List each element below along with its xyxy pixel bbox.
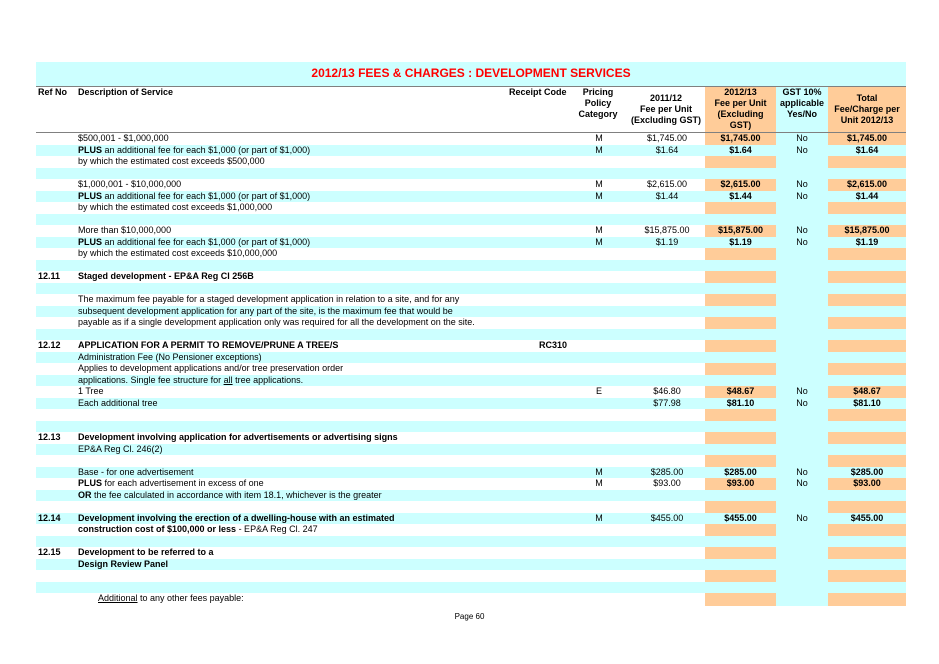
description-part: to any other fees payable: [137, 593, 244, 603]
table-row [36, 260, 906, 271]
table-row [36, 547, 906, 558]
pricing-category: M [595, 190, 603, 201]
table-row [36, 467, 906, 478]
table-row [36, 202, 906, 213]
description-part: PLUS [78, 144, 103, 155]
description-part: Base - for one advertisement [78, 466, 194, 477]
service-description [78, 294, 459, 305]
service-description [78, 559, 168, 570]
pricing-category: M [595, 478, 603, 488]
fee-2011-12: $46.80 [653, 386, 681, 396]
gst-applicable: No [796, 190, 808, 201]
service-description [78, 398, 158, 409]
total-fee: $1.64 [855, 144, 879, 155]
gst-applicable: No [796, 144, 808, 155]
table-row [36, 214, 906, 225]
table-row [36, 386, 906, 397]
service-description [78, 386, 104, 397]
service-description [78, 306, 453, 317]
header-ref-no: Ref No [38, 87, 67, 97]
table-row [36, 570, 906, 581]
table-row [36, 432, 906, 443]
fee-2012-13: $285.00 [724, 466, 757, 477]
fee-2011-12: $455.00 [650, 512, 684, 523]
header-pricing-category: Pricing Policy Category [578, 87, 618, 119]
ref-number: 12.11 [38, 271, 61, 281]
gst-applicable: No [796, 512, 808, 523]
fee-2011-12: $77.98 [653, 397, 681, 408]
table-row [36, 317, 906, 328]
table-row [36, 501, 906, 512]
table-row [36, 145, 906, 156]
service-description [78, 248, 277, 259]
table-row [36, 363, 906, 374]
service-description [78, 317, 475, 328]
table-row [36, 536, 906, 547]
table-row [36, 513, 906, 524]
service-description [78, 156, 265, 167]
description-part: 1 Tree [78, 386, 104, 396]
table-row [36, 283, 906, 294]
description-part: an additional fee for each $1,000 (or part of $1,000) [102, 236, 311, 247]
table-row [36, 593, 906, 604]
description-part: PLUS [78, 190, 103, 201]
description-part: subsequent development application for any part of the site, is the maximum fee that would be [78, 305, 453, 316]
fee-2011-12: $1.44 [655, 190, 679, 201]
description-part: for each advertisement in excess of one [102, 478, 264, 488]
description-part: Development to be referred to a [78, 547, 214, 557]
pricing-category: M [595, 512, 603, 523]
description-part: Additional [98, 593, 138, 603]
gst-applicable: No [796, 466, 808, 477]
service-description [78, 547, 214, 558]
description-part: APPLICATION FOR A PERMIT TO REMOVE/PRUNE A TREE/S [78, 340, 339, 350]
service-description [78, 490, 382, 501]
table-row [36, 156, 906, 167]
service-description [78, 444, 163, 455]
total-fee: $285.00 [850, 466, 884, 477]
fee-2012-13: $1,745.00 [720, 133, 761, 143]
service-description [78, 145, 310, 156]
pricing-category: M [595, 179, 603, 189]
description-part: $500,001 - $1,000,000 [78, 133, 169, 143]
table-row [36, 340, 906, 351]
description-part: Applies to development applications and/or tree preservation order [78, 363, 344, 373]
service-description [78, 179, 181, 190]
total-fee: $1.44 [855, 190, 879, 201]
description-part: all [223, 374, 233, 385]
header-fee-2011: 2011/12 Fee per Unit (Excluding GST) [630, 93, 701, 125]
page-number: Page 60 [454, 612, 485, 621]
fee-2012-13: $81.10 [726, 397, 755, 408]
service-description [78, 513, 395, 524]
fee-2011-12: $2,615.00 [646, 179, 688, 189]
total-fee: $455.00 [850, 512, 884, 523]
table-row [36, 524, 906, 535]
description-part: by which the estimated cost exceeds $1,000,000 [78, 202, 273, 212]
service-description [78, 340, 338, 351]
service-description [78, 467, 194, 478]
description-part: Administration Fee (No Pensioner exceptions) [78, 351, 262, 362]
table-row [36, 352, 906, 363]
service-description [78, 133, 169, 144]
description-part: PLUS [78, 478, 103, 488]
fee-2011-12: $15,875.00 [644, 225, 690, 235]
service-description [78, 478, 264, 489]
description-part: Each additional tree [78, 397, 158, 408]
ref-number: 12.12 [38, 340, 61, 350]
description-part: payable as if a single development application only was required for all the development on the site. [78, 317, 475, 327]
total-fee: $15,875.00 [844, 225, 890, 235]
service-description [78, 432, 398, 443]
description-part: The maximum fee payable for a staged development application in relation to a site, and for any [78, 294, 460, 304]
header-description: Description of Service [78, 87, 174, 97]
table-row [36, 375, 906, 386]
table-row [36, 559, 906, 570]
service-description [78, 363, 343, 374]
description-part: construction cost of $100,000 or less [78, 524, 237, 534]
header-total: Total Fee/Charge per Unit 2012/13 [834, 93, 900, 125]
total-fee: $2,615.00 [846, 179, 888, 189]
table-row [36, 179, 906, 190]
fee-2012-13: $1.64 [729, 144, 752, 155]
pricing-category: M [595, 225, 603, 235]
table-row [36, 191, 906, 202]
description-part: Design Review Panel [78, 558, 169, 569]
table-row [36, 329, 906, 340]
receipt-code: RC310 [539, 340, 568, 350]
service-description [78, 225, 171, 236]
page-title: 2012/13 FEES & CHARGES : DEVELOPMENT SERVICES [311, 66, 631, 80]
table-row [36, 168, 906, 179]
table-row [36, 133, 906, 144]
pricing-category: M [595, 133, 603, 143]
gst-applicable: No [796, 225, 808, 235]
description-part: PLUS [78, 236, 103, 247]
service-description [78, 202, 272, 213]
service-description [78, 524, 318, 535]
table-row [36, 225, 906, 236]
ref-number: 12.15 [38, 547, 61, 557]
pricing-category: M [595, 236, 603, 247]
header-gst: GST 10% applicable Yes/No [779, 87, 824, 119]
table-row [36, 248, 906, 259]
ref-number: 12.14 [38, 512, 61, 523]
fee-2012-13: $15,875.00 [717, 225, 764, 235]
service-description [78, 352, 262, 363]
description-part: More than $10,000,000 [78, 225, 172, 235]
total-fee: $93.00 [853, 478, 881, 488]
fee-2011-12: $1,745.00 [646, 133, 688, 143]
gst-applicable: No [796, 133, 808, 143]
description-part: $1,000,001 - $10,000,000 [78, 179, 182, 189]
header-receipt-code: Receipt Code [509, 87, 567, 97]
total-fee: $81.10 [853, 397, 881, 408]
description-part: Staged development - EP&A Reg Cl 256B [78, 271, 254, 281]
service-description [98, 593, 244, 604]
table-row [36, 421, 906, 432]
description-part: Development involving application for advertisements or advertising signs [78, 432, 398, 442]
fee-2012-13: $1.44 [729, 190, 752, 201]
pricing-category: M [595, 144, 603, 155]
fee-2012-13: $93.00 [726, 478, 755, 488]
table-row [36, 398, 906, 409]
fee-2011-12: $93.00 [653, 478, 681, 488]
total-fee: $48.67 [853, 386, 881, 396]
gst-applicable: No [796, 397, 808, 408]
fee-2012-13: $1.19 [729, 236, 752, 247]
ref-number: 12.13 [38, 432, 61, 442]
table-row [36, 271, 906, 282]
pricing-category: E [595, 386, 602, 396]
description-part: by which the estimated cost exceeds $500,000 [78, 156, 265, 166]
table-row [36, 582, 906, 593]
description-part: by which the estimated cost exceeds $10,000,000 [78, 248, 278, 258]
table-row [36, 444, 906, 455]
fee-2012-13: $48.67 [726, 386, 755, 396]
gst-applicable: No [796, 236, 808, 247]
fee-2011-12: $1.19 [655, 236, 679, 247]
description-part: EP&A Reg Cl. 246(2) [78, 443, 163, 454]
description-part: the fee calculated in accordance with item 18.1, whichever is the greater [91, 489, 382, 500]
description-part: - EP&A Reg Cl. 247 [236, 524, 318, 534]
fee-2012-13: $2,615.00 [720, 179, 761, 189]
description-part: applications. Single fee structure for [78, 374, 224, 385]
pricing-category: M [595, 466, 603, 477]
description-part: Development involving the erection of a dwelling-house with an estimated [78, 512, 395, 523]
gst-applicable: No [796, 179, 808, 189]
service-description [78, 271, 254, 282]
total-fee: $1,745.00 [846, 133, 888, 143]
table-row [36, 478, 906, 489]
fee-2011-12: $285.00 [650, 466, 684, 477]
fee-2012-13: $455.00 [724, 512, 757, 523]
gst-applicable: No [796, 478, 808, 488]
service-description [78, 375, 303, 386]
service-description [78, 237, 310, 248]
description-part: an additional fee for each $1,000 (or part of $1,000) [102, 190, 311, 201]
table-row [36, 490, 906, 501]
gst-applicable: No [796, 386, 808, 396]
table-row [36, 294, 906, 305]
fee-2011-12: $1.64 [655, 144, 679, 155]
table-row [36, 237, 906, 248]
service-description [78, 191, 310, 202]
description-part: tree applications. [232, 374, 304, 385]
header-fee-2012: 2012/13 Fee per Unit (Excluding GST) [714, 87, 767, 130]
table-row [36, 409, 906, 420]
description-part: an additional fee for each $1,000 (or part of $1,000) [102, 144, 311, 155]
table-row [36, 455, 906, 466]
description-part: OR [78, 489, 92, 500]
total-fee: $1.19 [855, 236, 879, 247]
table-row [36, 306, 906, 317]
